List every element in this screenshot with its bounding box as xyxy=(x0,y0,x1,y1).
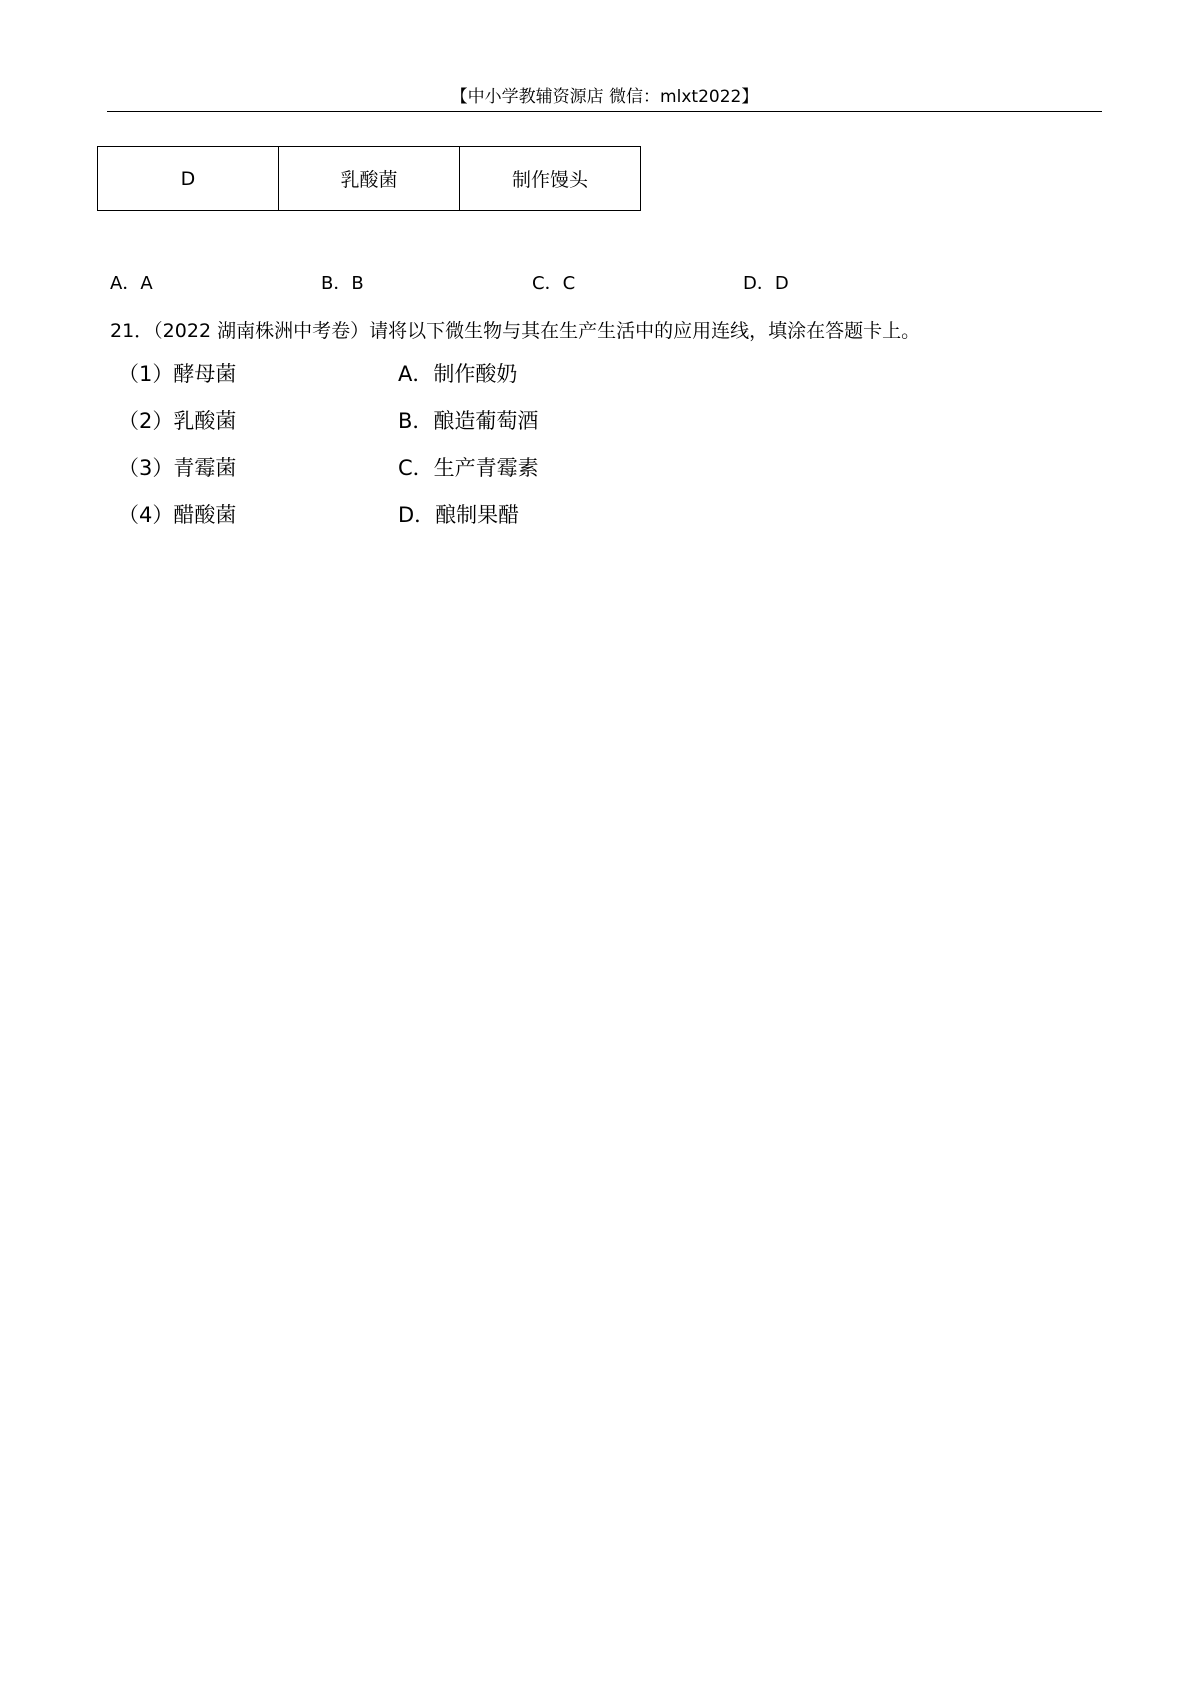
table-cell-application: 制作馒头 xyxy=(460,147,641,211)
match-row xyxy=(0,407,1200,437)
application-item: B．酿造葡萄酒 xyxy=(398,409,539,433)
answer-options xyxy=(0,272,1200,296)
application-item: C．生产青霉素 xyxy=(398,456,539,480)
table-fragment xyxy=(97,146,641,211)
match-row xyxy=(0,454,1200,484)
application-item: D．酿制果醋 xyxy=(398,503,520,527)
table-cell-microbe: 乳酸菌 xyxy=(279,147,460,211)
option-a: A．A xyxy=(110,273,153,294)
microbe-item: （1）酵母菌 xyxy=(118,362,237,386)
question-21-text: 21．（2022 湖南株洲中考卷）请将以下微生物与其在生产生活中的应用连线，填涂在答题卡上。 xyxy=(110,320,921,342)
application-item: A．制作酸奶 xyxy=(398,362,518,386)
table-cell-option: D xyxy=(98,147,279,211)
header-divider xyxy=(107,111,1102,112)
match-row xyxy=(0,360,1200,390)
microbe-item: （3）青霉菌 xyxy=(118,456,237,480)
table-row xyxy=(98,147,641,211)
page-header: 【中小学教辅资源店 微信：mlxt2022】 xyxy=(450,87,759,107)
option-b: B．B xyxy=(321,273,364,294)
option-d: D．D xyxy=(743,273,789,294)
match-row xyxy=(0,501,1200,531)
microbe-item: （4）醋酸菌 xyxy=(118,503,237,527)
microbe-item: （2）乳酸菌 xyxy=(118,409,237,433)
option-c: C．C xyxy=(532,273,576,294)
matching-exercise xyxy=(0,360,1200,540)
